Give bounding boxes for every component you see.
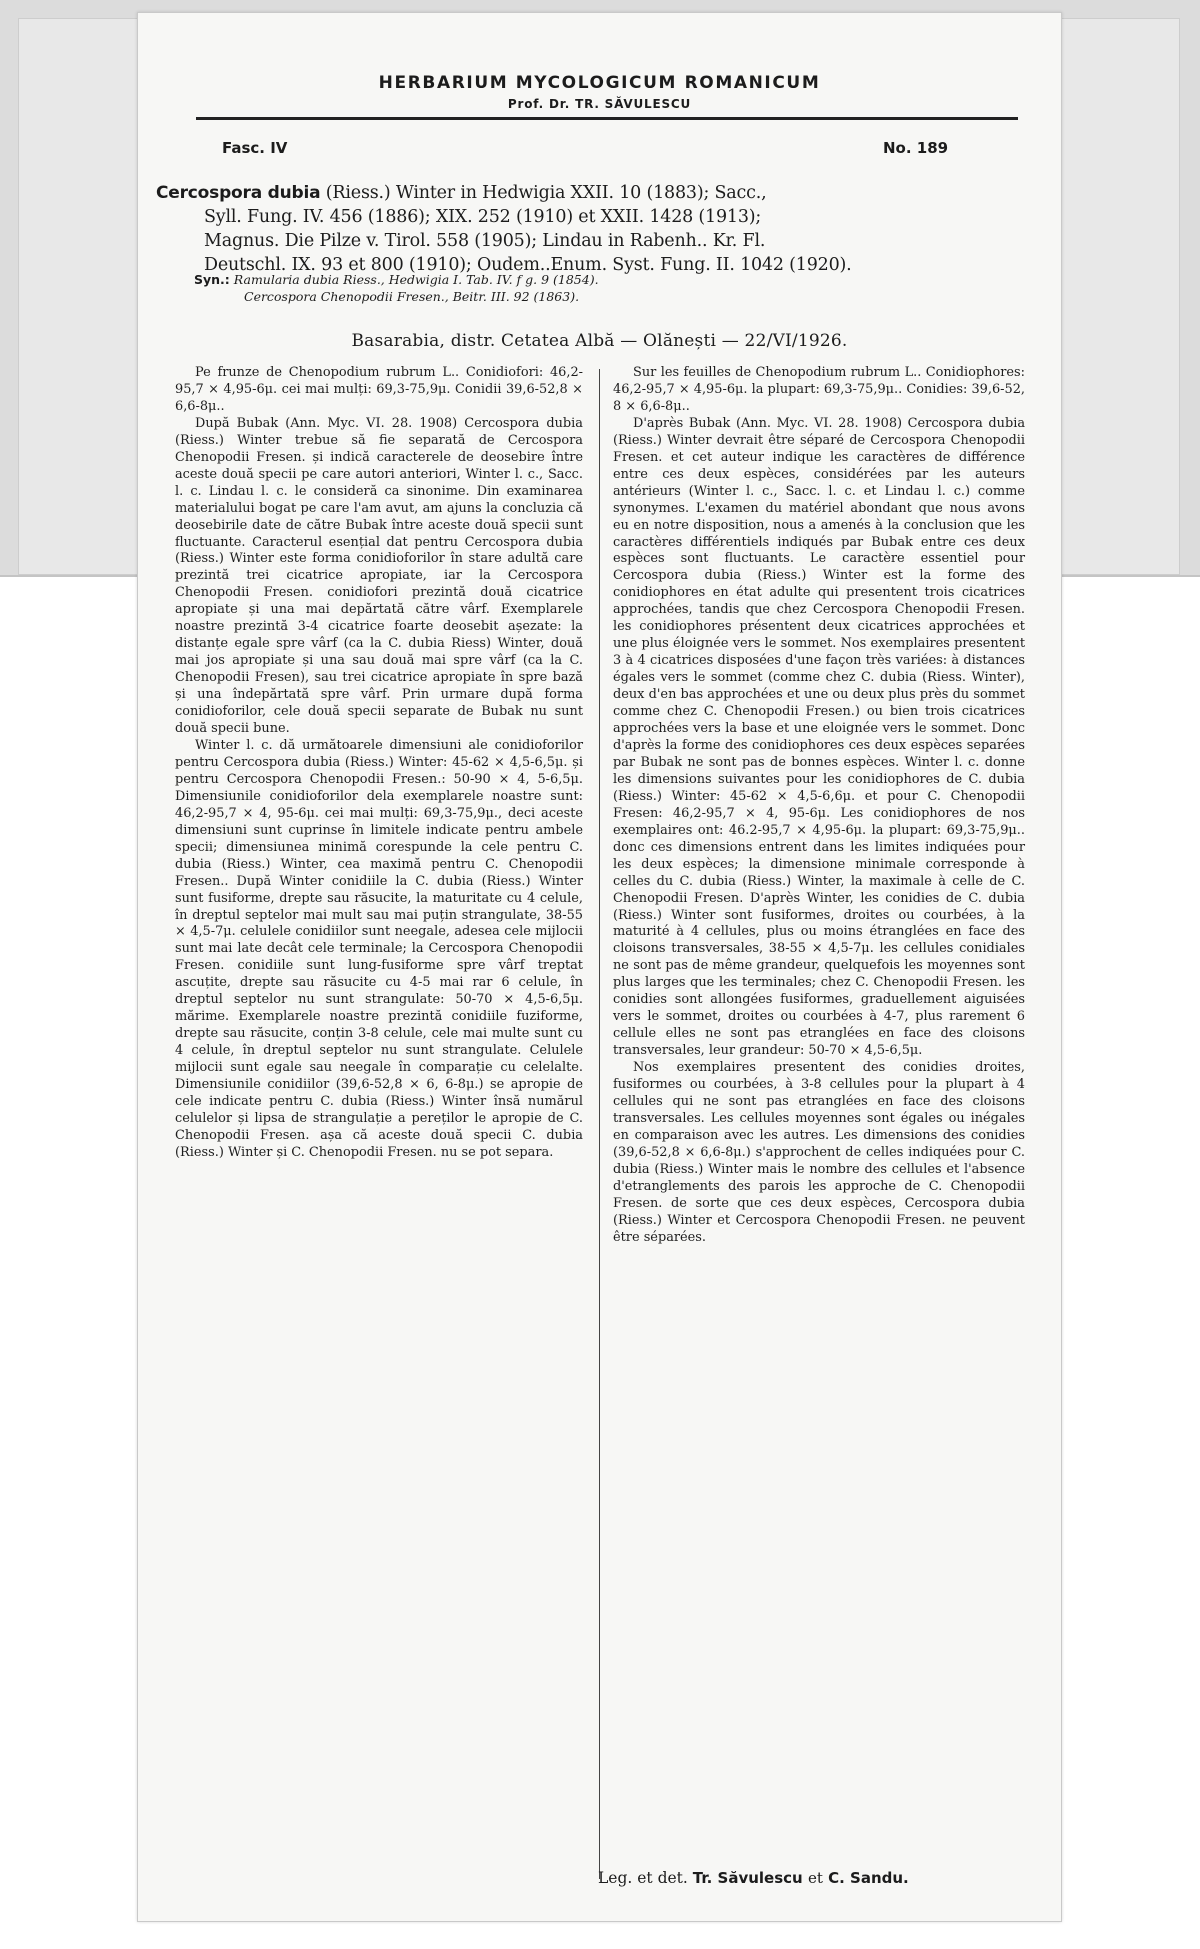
species-name: Cercospora dubia bbox=[156, 183, 321, 203]
specimen-number: No. 189 bbox=[883, 139, 949, 157]
french-paragraph-1: Sur les feuilles de Chenopodium rubrum L.. Conidiophores: 46,2-95,7 × 4,95-6μ. la plupart: 69,3-75,9μ.. Conidies: 39,6-52, 8 × 6,6-8μ.. bbox=[613, 365, 1025, 414]
herbarium-label bbox=[137, 12, 1062, 1922]
synonym-2: Cercospora Chenopodii Fresen., Beitr. III. 92 (1863). bbox=[244, 289, 580, 304]
synonym-line-1 bbox=[194, 271, 599, 288]
header-rule bbox=[196, 117, 1018, 120]
envelope-flap-right bbox=[1060, 18, 1180, 575]
citation-line-3: Magnus. Die Pilze v. Tirol. 558 (1905); Lindau in Rabenh.. Kr. Fl. bbox=[204, 231, 766, 251]
synonym-line-2 bbox=[194, 288, 599, 305]
legit-line bbox=[598, 1869, 909, 1887]
romanian-column bbox=[175, 365, 583, 1162]
label-title: HERBARIUM MYCOLOGICUM ROMANICUM bbox=[378, 73, 821, 93]
synonyms bbox=[194, 271, 599, 305]
romanian-paragraph-2: După Bubak (Ann. Myc. VI. 28. 1908) Cercospora dubia (Riess.) Winter trebue să fie separată de Cercospora Chenopodii Fresen. și indică caracterele de deosebire între aceste două specii pe care autori anteriori, Winter l. c., Sacc. l. c. Lindau l. c. le consideră ca sinonime. Din examinarea materialului bogat pe care l'am avut, am ajuns la concluzia că deosebirile date de către Bubak între aceste două specii sunt fluctuante. Caracterul esențial dat pentru Cercospora dubia (Riess.) Winter este forma conidioforilor în stare adultă care prezintă trei cicatrice apropiate, iar la Cercospora Chenopodii Fresen. conidiofori prezintă două cicatrice apropiate și una mai depărtată către vârf. Exemplarele noastre prezintă 3-4 cicatrice foarte deosebit așezate: la distanțe egale spre vârf (ca la C. dubia Riess) Winter, două mai jos apropiate și una sau două mai spre vârf (ca la C. Chenopodii Fresen), sau trei cicatrice apropiate în spre bază și una îndepărtată spre vârf. Prin urmare după forma conidioforilor, cele două specii separate de Bubak nu sunt două specii bune. bbox=[175, 415, 583, 737]
french-column bbox=[613, 365, 1025, 1247]
citation-line-2: Syll. Fung. IV. 456 (1886); XIX. 252 (1910) et XXII. 1428 (1913); bbox=[204, 207, 762, 227]
fascicle-label: Fasc. IV bbox=[222, 139, 288, 157]
french-paragraph-2: D'après Bubak (Ann. Myc. VI. 28. 1908) Cercospora dubia (Riess.) Winter devrait être séparé de Cercospora Chenopodii Fresen. et cet auteur indique les caractères de différence entre ces deux espèces, considérées par les auteurs antérieurs (Winter l. c., Sacc. l. c. et Lindau l. c.) comme synonymes. L'examen du matériel abondant que nous avons eu en notre disposition, nous a amenés à la conclusion que les caractères différentiels indiqués par Bubak entre ces deux espèces sont fluctuants. Le caractère essentiel pour Cercospora dubia (Riess.) Winter est la forme des conidiophores en état adulte qui presentent trois cicatrices approchées, tandis que chez Cercospora Chenopodii Fresen. les conidiophores présentent deux cicatrices approchées et une plus éloignée vers le sommet. Nos exemplaires presentent 3 à 4 cicatrices disposées d'une façon très variées: à distances égales vers le sommet (comme chez C. dubia (Riess. Winter), deux d'en bas approchées et une ou deux plus près du sommet comme chez C. Chenopodii Fresen.) ou bien trois cicatrices approchées vers la base et une eloignée vers le sommet. Donc d'après la forme des conidiophores ces deux espèces separées par Bubak ne sont pas de bonnes espèces. Winter l. c. donne les dimensions suivantes pour les conidiophores de C. dubia (Riess.) Winter: 45-62 × 4,5-6,6μ. et pour C. Chenopodii Fresen: 46,2-95,7 × 4, 95-6μ. Les conidiophores de nos exemplaires ont: 46.2-95,7 × 4,95-6μ. la plupart: 69,3-75,9μ.. donc ces dimensions entrent dans les limites indiquées pour les deux espèces; la dimensione minimale corresponde à celles du C. dubia (Riess.) Winter, la maximale à celle de C. Chenopodii Fresen. D'après Winter, les conidies de C. dubia (Riess.) Winter sont fusiformes, droites ou courbées, à la maturité à 4 cellules, plus ou moins étranglées en face des cloisons transversales, 38-55 × 4,5-7μ. les cellules conidiales ne sont pas de même grandeur, quelquefois les moyennes sont plus larges que les terminales; chez C. Chenopodii Fresen. les conidies sont allongées fusiformes, graduellement aiguisées vers le sommet, droites ou courbées à 4-7, plus rarement 6 cellule elles ne sont pas etranglées en face des cloisons transversales, leur grandeur: 50-70 × 4,5-6,5μ. bbox=[613, 415, 1025, 1059]
citation-line-1 bbox=[156, 181, 766, 205]
citation-line-1-rest: (Riess.) Winter in Hedwigia XXII. 10 (1883); Sacc., bbox=[320, 183, 767, 203]
locality: Basarabia, distr. Cetatea Albă — Olănești — 22/VI/1926. bbox=[351, 331, 848, 351]
collector-1: Tr. Săvulescu bbox=[692, 1869, 803, 1887]
synonym-label: Syn.: bbox=[194, 272, 230, 287]
legit-conjunction: et bbox=[807, 1869, 823, 1887]
french-paragraph-3: Nos exemplaires presentent des conidies droites, fusiformes ou courbées, à 3-8 cellules pour la plupart à 4 cellules qui ne sont pas etranglées en face des cloisons transversales. Les cellules moyennes sont égales ou inégales en comparaison avec les autres. Les dimensions des conidies (39,6-52,8 × 6,6-8μ.) s'approchent de celles indiquées pour C. dubia (Riess.) Winter mais le nombre des cellules et l'absence d'etranglements des parois les approche de C. Chenopodii Fresen. de sorte que ces deux espèces, Cercospora dubia (Riess.) Winter et Cercospora Chenopodii Fresen. ne peuvent être séparées. bbox=[613, 1060, 1025, 1245]
romanian-paragraph-3: Winter l. c. dă următoarele dimensiuni ale conidioforilor pentru Cercospora dubia (Riess.) Winter: 45-62 × 4,5-6,5μ. și pentru Cercospora Chenopodii Fresen.: 50-90 × 4, 5-6,5μ. Dimensiunile conidioforilor dela exemplarele noastre sunt: 46,2-95,7 × 4, 95-6μ. cei mai mulți: 69,3-75,9μ., deci aceste dimensiuni sunt cuprinse în limitele indicate pentru ambele specii; dimensiunea minimă corespunde la cele pentru C. dubia (Riess.) Winter, cea maximă pentru C. Chenopodii Fresen.. După Winter conidiile la C. dubia (Riess.) Winter sunt fusiforme, drepte sau răsucite, la maturitate cu 4 celule, în dreptul septelor mai mult sau mai puțin strangulate, 38-55 × 4,5-7μ. celulele conidiilor sunt neegale, adesea cele mijlocii sunt mai late decât cele terminale; la Cercospora Chenopodii Fresen. conidiile sunt lung-fusiforme spre vârf treptat ascuțite, drepte sau răsucite cu 4-5 mai rar 6 celule, în dreptul septelor nu sunt strangulate: 50-70 × 4,5-6,5μ. mărime. Exemplarele noastre prezintă conidiile fuziforme, drepte sau răsucite, conțin 3-8 celule, cele mai multe sunt cu 4 celule, în dreptul septelor nu sunt strangulate. Celulele mijlocii sunt egale sau neegale în comparație cu celelalte. Dimensiunile conidiilor (39,6-52,8 × 6, 6-8μ.) se apropie de cele indicate pentru C. dubia (Riess.) Winter însă numărul celulelor și lipsa de strangulație a pereților le apropie de C. Chenopodii Fresen. așa că aceste două specii C. dubia (Riess.) Winter și C. Chenopodii Fresen. nu se pot separa. bbox=[175, 737, 583, 1160]
envelope-flap-left bbox=[18, 18, 138, 575]
column-divider bbox=[599, 369, 600, 1879]
collector-2: C. Sandu. bbox=[828, 1869, 909, 1887]
citation-line-4: Deutschl. IX. 93 et 800 (1910); Oudem..Enum. Syst. Fung. II. 1042 (1920). bbox=[204, 255, 852, 275]
legit-prefix: Leg. et det. bbox=[598, 1869, 688, 1887]
legit-names bbox=[693, 1869, 909, 1887]
romanian-paragraph-1: Pe frunze de Chenopodium rubrum L.. Conidiofori: 46,2-95,7 × 4,95-6μ. cei mai mulți: 69,3-75,9μ. Conidii 39,6-52,8 × 6,6-8μ.. bbox=[175, 365, 583, 414]
label-subtitle: Prof. Dr. TR. SĂVULESCU bbox=[507, 97, 692, 111]
synonym-1: Ramularia dubia Riess., Hedwigia I. Tab. IV. f g. 9 (1854). bbox=[233, 272, 599, 287]
